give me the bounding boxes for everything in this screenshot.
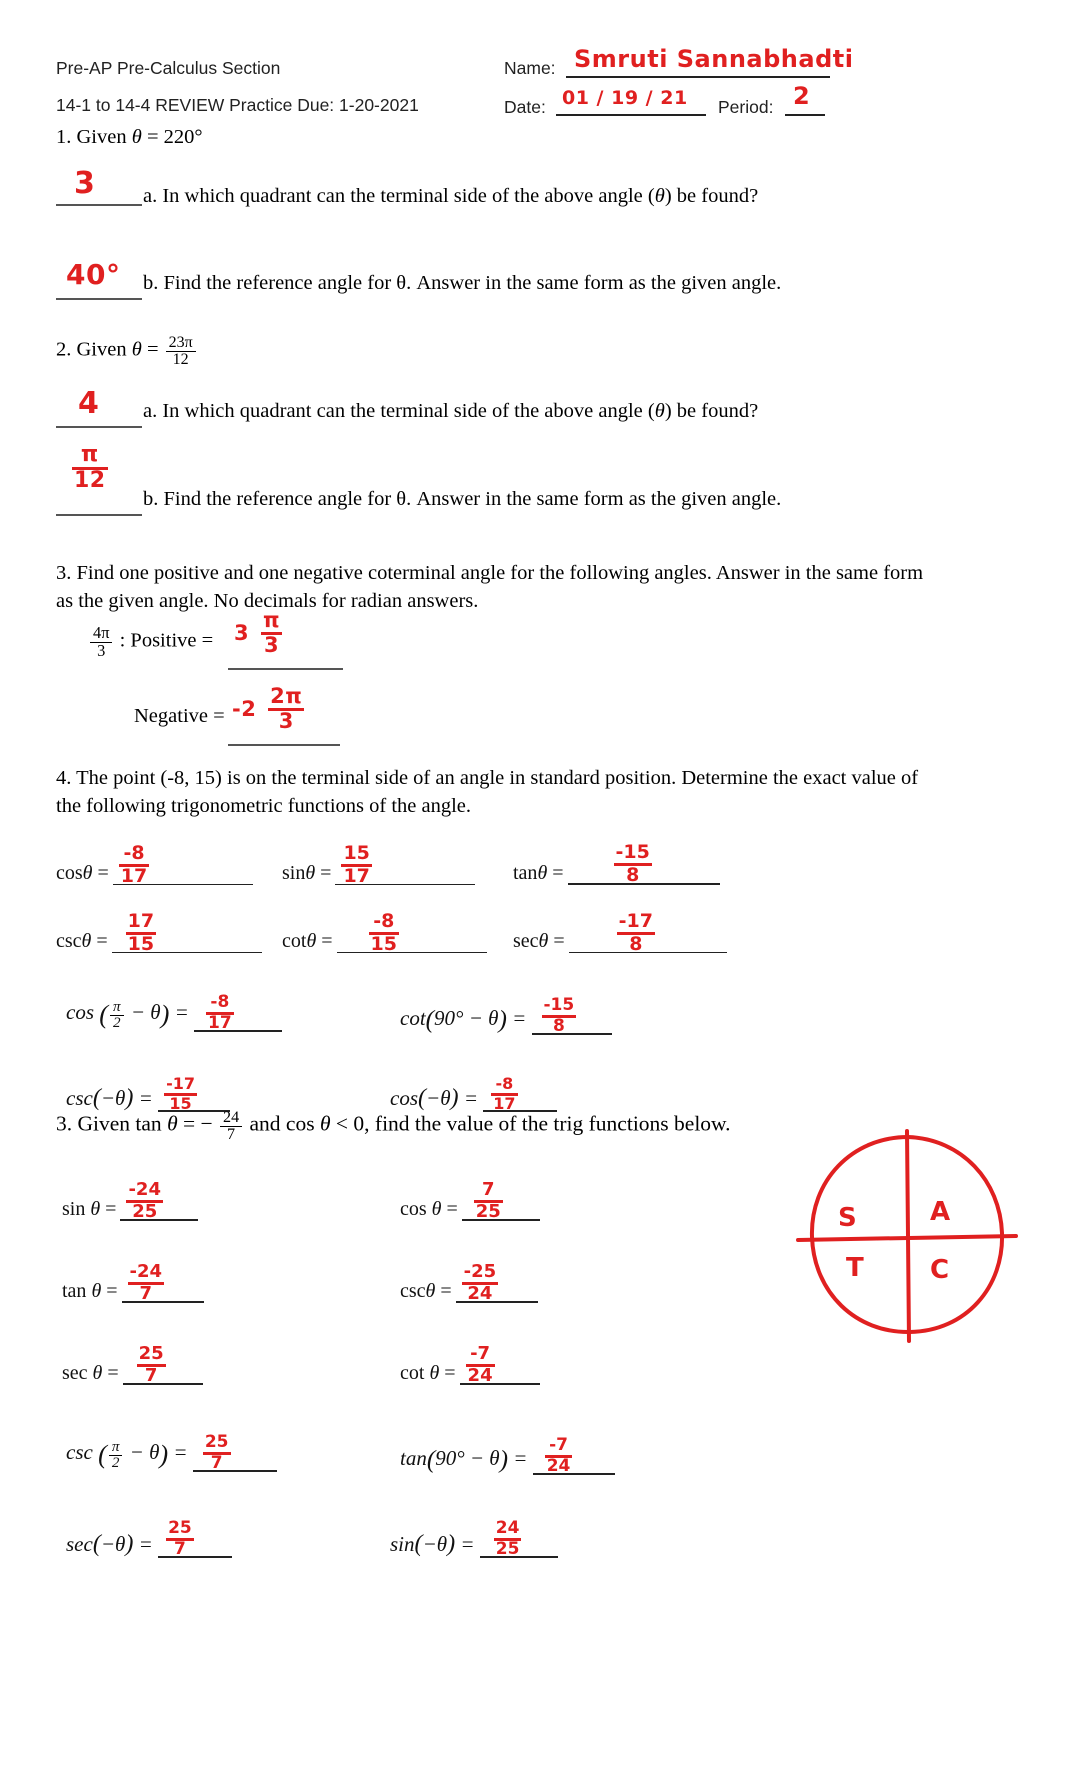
q4-cot-cofunction-fraction (542, 994, 577, 1036)
q5-sec-denominator: 7 (137, 1364, 166, 1385)
q3-negative-answer (232, 686, 304, 732)
q4-sin-blank[interactable] (335, 842, 475, 887)
q1a-text-end: ) be found? (664, 185, 759, 207)
q5-sin-negative-fraction (494, 1520, 522, 1558)
q5-sin-negative-numerator: 24 (495, 1518, 520, 1538)
q1a-text (143, 185, 758, 208)
q4-cos-negative-answer (491, 1076, 517, 1112)
q5-tan-numerator: 24 (223, 1109, 240, 1126)
q4-csc-numerator: 17 (127, 910, 155, 932)
q3-text-line1: 3. Find one positive and one negative coterminal angle for the following angles. Answer in the same form (56, 562, 924, 584)
q5-sin-numerator: -24 (128, 1179, 161, 1200)
q5-cos-answer (474, 1181, 503, 1221)
q5-cos-theta (400, 1179, 540, 1222)
q5-tan-answer-denominator: 7 (128, 1282, 165, 1303)
q4-tan-fraction (614, 843, 652, 885)
q4-csc-negative-answer (164, 1076, 197, 1112)
q2b-answer-numerator: π (80, 442, 99, 467)
course-line: Pre-AP Pre-Calculus Section (56, 58, 281, 78)
q4-cos-negative-blank[interactable] (483, 1074, 557, 1113)
astc-quadrant-1-label: A (930, 1197, 951, 1227)
q5-cot-label: cot θ = (400, 1362, 456, 1384)
q5-cos-blank[interactable] (462, 1179, 540, 1222)
q5-cot-denominator: 24 (467, 1365, 493, 1386)
theta-symbol: θ (167, 1111, 183, 1136)
q5-sin-negative-answer (494, 1520, 522, 1558)
q4-tan-numerator: -15 (615, 841, 650, 863)
q5-csc-cofunction (66, 1431, 277, 1473)
theta-symbol: θ (654, 400, 665, 422)
q4-tan-blank[interactable] (568, 841, 720, 886)
q5-csc-cofunction-denominator: 7 (203, 1452, 231, 1472)
q5-csc-cofunction-numerator: 25 (204, 1431, 229, 1452)
q3-positive-row (88, 625, 213, 659)
q5-sec-blank[interactable] (123, 1343, 203, 1386)
q4-cos-fraction (119, 844, 149, 886)
q4-cot-blank[interactable] (337, 910, 487, 955)
q4-cot-answer (369, 912, 399, 954)
q4-cos-negative-label: cos(−θ) = (390, 1084, 484, 1111)
q3-positive-whole: 3 (234, 621, 250, 645)
q1a-answer-blank[interactable] (56, 166, 142, 206)
q4-csc-answer (126, 912, 156, 954)
q4-cot-cofunction-numerator: -15 (543, 994, 575, 1015)
q4-cos-cofunction-denominator: 17 (208, 1012, 232, 1033)
q5-sin-blank[interactable] (120, 1179, 198, 1222)
q4-cot-label: cotθ = (282, 930, 333, 952)
q1-stem-value: = 220° (146, 126, 203, 148)
q3-positive-denominator: 3 (261, 632, 282, 656)
q5-sec-negative-numerator: 25 (168, 1518, 192, 1538)
q4-cot-cofunction-label: cot(90° − θ) = (400, 1006, 532, 1034)
astc-quadrant-4-label: C (930, 1255, 950, 1285)
q5-csc-cofunction-blank[interactable] (193, 1431, 277, 1473)
q5-sin-fraction (126, 1181, 163, 1221)
less-than-sign: < (335, 1111, 349, 1136)
q3-given-numerator: 4π (93, 623, 110, 642)
q4-csc-fraction (126, 912, 156, 954)
date-field[interactable] (556, 88, 706, 116)
q5-cos-label: cos θ = (400, 1198, 458, 1220)
period-value: 2 (793, 82, 811, 110)
q4-cot-numerator: -8 (373, 910, 395, 932)
theta-symbol: θ (319, 1111, 336, 1136)
q1b-text: b. Find the reference angle for θ. Answer in the same form as the given angle. (143, 272, 782, 294)
theta-symbol: θ (131, 338, 147, 361)
q5-sec-label: sec θ = (62, 1362, 119, 1384)
q4-cot-cofunction-denominator: 8 (542, 1015, 577, 1035)
q4-cos-negative-denominator: 17 (493, 1094, 516, 1113)
q5-tan-cofunction-label: tan(90° − θ) = (400, 1446, 533, 1474)
q1-stem (56, 126, 203, 149)
q4-text-line1: 4. The point (-8, 15) is on the terminal side of an angle in standard position. Determine the exact value of (56, 767, 919, 789)
period-field[interactable] (785, 82, 825, 116)
q5-tan-fraction (220, 1110, 242, 1144)
q3-text-line2: as the given angle. No decimals for radian answers. (56, 590, 479, 612)
q5-cot-fraction (466, 1345, 495, 1385)
q4-csc-label: cscθ = (56, 930, 108, 952)
q2-stem-fraction (166, 335, 196, 369)
q5-sec-negative-answer (166, 1520, 194, 1558)
q4-cot-fraction (369, 912, 399, 954)
q5-tan-cofunction-denominator: 24 (546, 1455, 571, 1476)
q4-sec-numerator: -17 (618, 910, 653, 932)
q5-sin-negative-denominator: 25 (495, 1539, 520, 1559)
q5-sec-negative-fraction (166, 1520, 194, 1558)
q4-sin-numerator: 15 (343, 842, 370, 864)
q3-positive-blank[interactable] (228, 608, 343, 670)
q4-tan-label: tanθ = (513, 862, 564, 884)
q4-cos-cofunction-numerator: -8 (210, 991, 230, 1012)
q2b-text: b. Find the reference angle for θ. Answer in the same form as the given angle. (143, 488, 782, 510)
q2-stem-denominator: 12 (166, 351, 196, 368)
q4-text-line2: the following trigonometric functions of the angle. (56, 795, 472, 817)
q5-cos-fraction (474, 1181, 503, 1221)
q2-stem-numerator: 23π (168, 334, 193, 351)
q4-cos-negative-numerator: -8 (495, 1074, 514, 1093)
date-label: Date: (504, 97, 546, 117)
q5-tan-cofunction-answer (545, 1434, 573, 1476)
q5-tan-cofunction-fraction (545, 1434, 573, 1476)
q2b-answer-blank[interactable] (56, 442, 142, 516)
q2-stem-prefix: 2. Given (56, 338, 127, 361)
name-label: Name: (504, 58, 556, 78)
q5-cos-denominator: 25 (475, 1201, 501, 1222)
q4-cot-cofunction-blank[interactable] (532, 994, 612, 1036)
q3-positive-label: : Positive = (119, 629, 214, 652)
q5-sec-negative-blank[interactable] (158, 1518, 232, 1559)
q5-sin-negative (390, 1518, 558, 1559)
q4-tan-answer (614, 843, 652, 885)
q5-cot-answer (466, 1345, 495, 1385)
q5-tan-cofunction-numerator: -7 (549, 1434, 568, 1455)
q4-cos-answer (119, 844, 149, 886)
q4-tan-theta (513, 841, 720, 886)
q5-sin-negative-label: sin(−θ) = (390, 1530, 480, 1557)
equals-sign: = (146, 338, 159, 361)
q5-sin-theta (62, 1179, 198, 1222)
q4-cos-blank[interactable] (113, 842, 253, 887)
q3-positive-answer (234, 610, 282, 656)
name-value: Smruti Sannabhadti (574, 45, 854, 73)
q4-csc-negative-numerator: -17 (166, 1074, 195, 1093)
q4-cos-cofunction-answer (206, 991, 234, 1033)
q4-sec-theta (513, 910, 727, 955)
q4-sin-theta (282, 842, 475, 887)
astc-diagram (790, 1125, 1020, 1355)
q5-sin-denominator: 25 (126, 1200, 163, 1221)
q3-negative-numerator: 2π (270, 684, 303, 708)
q4-csc-denominator: 15 (127, 933, 155, 955)
q5-sec-negative (66, 1518, 232, 1559)
q5-csc-theta (400, 1261, 538, 1304)
q5-sin-label: sin θ = (62, 1198, 117, 1220)
q5-csc-label: cscθ = (400, 1280, 452, 1302)
q5-csc-answer (462, 1263, 499, 1303)
q4-cos-cofunction-blank[interactable] (194, 991, 282, 1033)
q4-sec-blank[interactable] (569, 910, 727, 955)
q5-stem (56, 1110, 731, 1144)
astc-quadrant-2-label: S (838, 1203, 857, 1233)
q4-sin-denominator: 17 (343, 865, 370, 887)
q2a-answer-blank[interactable] (56, 386, 142, 428)
q4-sin-fraction (341, 844, 371, 886)
q5-csc-fraction (462, 1263, 499, 1303)
q5-cot-blank[interactable] (460, 1343, 540, 1386)
q4-sec-denominator: 8 (617, 932, 655, 954)
q4-sec-fraction (617, 912, 655, 954)
q5-stem-b: and cos (249, 1111, 315, 1136)
q4-sec-answer (617, 912, 655, 954)
q5-tan-label: tan θ = (62, 1280, 118, 1302)
q5-csc-denominator: 24 (462, 1282, 499, 1303)
q5-cot-numerator: -7 (470, 1343, 491, 1364)
period-label: Period: (718, 97, 774, 117)
q4-cot-cofunction-answer (542, 994, 577, 1036)
name-field[interactable] (566, 45, 854, 78)
q2a-text (143, 400, 758, 423)
q4-csc-negative-fraction (164, 1076, 197, 1112)
q5-cot-theta (400, 1343, 540, 1386)
theta-symbol: θ (654, 185, 665, 207)
q4-csc-theta (56, 910, 262, 955)
q4-sin-label: sinθ = (282, 862, 332, 884)
date-value: 01 / 19 / 21 (562, 87, 688, 109)
q4-sin-answer (341, 844, 371, 886)
q4-cos-theta (56, 842, 253, 887)
q2a-text-end: ) be found? (664, 400, 759, 422)
q4-cot-theta (282, 910, 487, 955)
q5-csc-blank[interactable] (456, 1261, 538, 1304)
q3-given-denominator: 3 (90, 642, 112, 660)
q3-negative-denominator: 3 (268, 708, 304, 732)
q4-cot-cofunction (400, 994, 612, 1036)
q2a-answer: 4 (78, 386, 100, 421)
q1b-answer-blank[interactable] (56, 258, 142, 300)
q5-csc-cofunction-answer (203, 1431, 231, 1473)
q5-stem-c: 0, find the value of the trig functions below. (353, 1111, 731, 1136)
q5-tan-blank[interactable] (122, 1261, 204, 1304)
theta-symbol: θ (131, 126, 147, 148)
q4-cos-numerator: -8 (123, 842, 145, 864)
astc-circle-icon (790, 1125, 1020, 1355)
q5-stem-a: 3. Given tan (56, 1111, 162, 1136)
q5-tan-answer (128, 1263, 165, 1303)
q5-sec-negative-label: sec(−θ) = (66, 1530, 159, 1557)
q5-tan-cofunction (400, 1434, 615, 1476)
q4-cos-label: cosθ = (56, 862, 109, 884)
q3-negative-fraction (268, 686, 304, 732)
q5-tan-theta (62, 1261, 204, 1304)
q5-sec-numerator: 25 (138, 1343, 164, 1364)
equals-sign: = − (183, 1111, 213, 1136)
q2b-answer-fraction (72, 444, 108, 492)
q3-given-fraction (90, 625, 112, 659)
q3-negative-whole: -2 (232, 697, 257, 721)
astc-quadrant-3-label: T (846, 1253, 864, 1283)
q5-tan-denominator: 7 (220, 1126, 242, 1143)
q5-sec-theta (62, 1343, 203, 1386)
q5-tan-answer-numerator: -24 (129, 1261, 163, 1282)
q5-csc-cofunction-fraction (203, 1431, 231, 1473)
q2a-text-start: a. In which quadrant can the terminal side of the above angle ( (143, 400, 655, 422)
q4-tan-denominator: 8 (614, 863, 652, 885)
q5-csc-cofunction-label: csc ( $\frac{\pi}{2}$ − θ) = (66, 1439, 193, 1472)
q4-sec-label: secθ = (513, 930, 565, 952)
assignment-line: 14-1 to 14-4 REVIEW Practice Due: 1-20-2021 (56, 95, 419, 115)
q4-cos-negative (390, 1074, 557, 1113)
q5-sec-fraction (137, 1345, 166, 1385)
q5-sin-negative-blank[interactable] (480, 1518, 558, 1559)
q1-stem-prefix: 1. Given (56, 126, 127, 148)
q5-sec-negative-denominator: 7 (166, 1538, 194, 1558)
q4-cot-denominator: 15 (370, 933, 397, 955)
q1a-text-start: a. In which quadrant can the terminal side of the above angle ( (143, 185, 655, 207)
q5-sec-answer (137, 1345, 166, 1385)
q4-csc-negative (66, 1074, 230, 1113)
q5-sin-answer (126, 1181, 163, 1221)
q3-negative-label: Negative = (134, 705, 225, 727)
q4-csc-negative-label: csc(−θ) = (66, 1084, 159, 1111)
q4-cos-negative-fraction (491, 1076, 517, 1112)
q5-tan-cofunction-blank[interactable] (533, 1434, 615, 1476)
q4-csc-negative-denominator: 15 (164, 1093, 197, 1112)
q1a-answer: 3 (74, 166, 96, 201)
q3-positive-fraction (261, 610, 282, 656)
q4-cos-cofunction-fraction (206, 991, 234, 1033)
q5-cos-numerator: 7 (482, 1179, 495, 1200)
q2-stem (56, 335, 198, 369)
q4-csc-negative-blank[interactable] (158, 1074, 230, 1113)
q4-csc-blank[interactable] (112, 910, 262, 955)
q4-cos-cofunction (66, 991, 282, 1033)
q2b-answer-denominator: 12 (74, 468, 106, 493)
q1b-answer: 40° (66, 258, 121, 291)
q3-positive-numerator: π (262, 608, 281, 632)
q4-cos-denominator: 17 (120, 865, 148, 887)
q5-csc-numerator: -25 (463, 1261, 497, 1282)
q5-tan-answer-fraction (128, 1263, 165, 1303)
q4-cos-cofunction-label: cos ( $\frac{\pi}{2}$ − θ) = (66, 999, 194, 1032)
